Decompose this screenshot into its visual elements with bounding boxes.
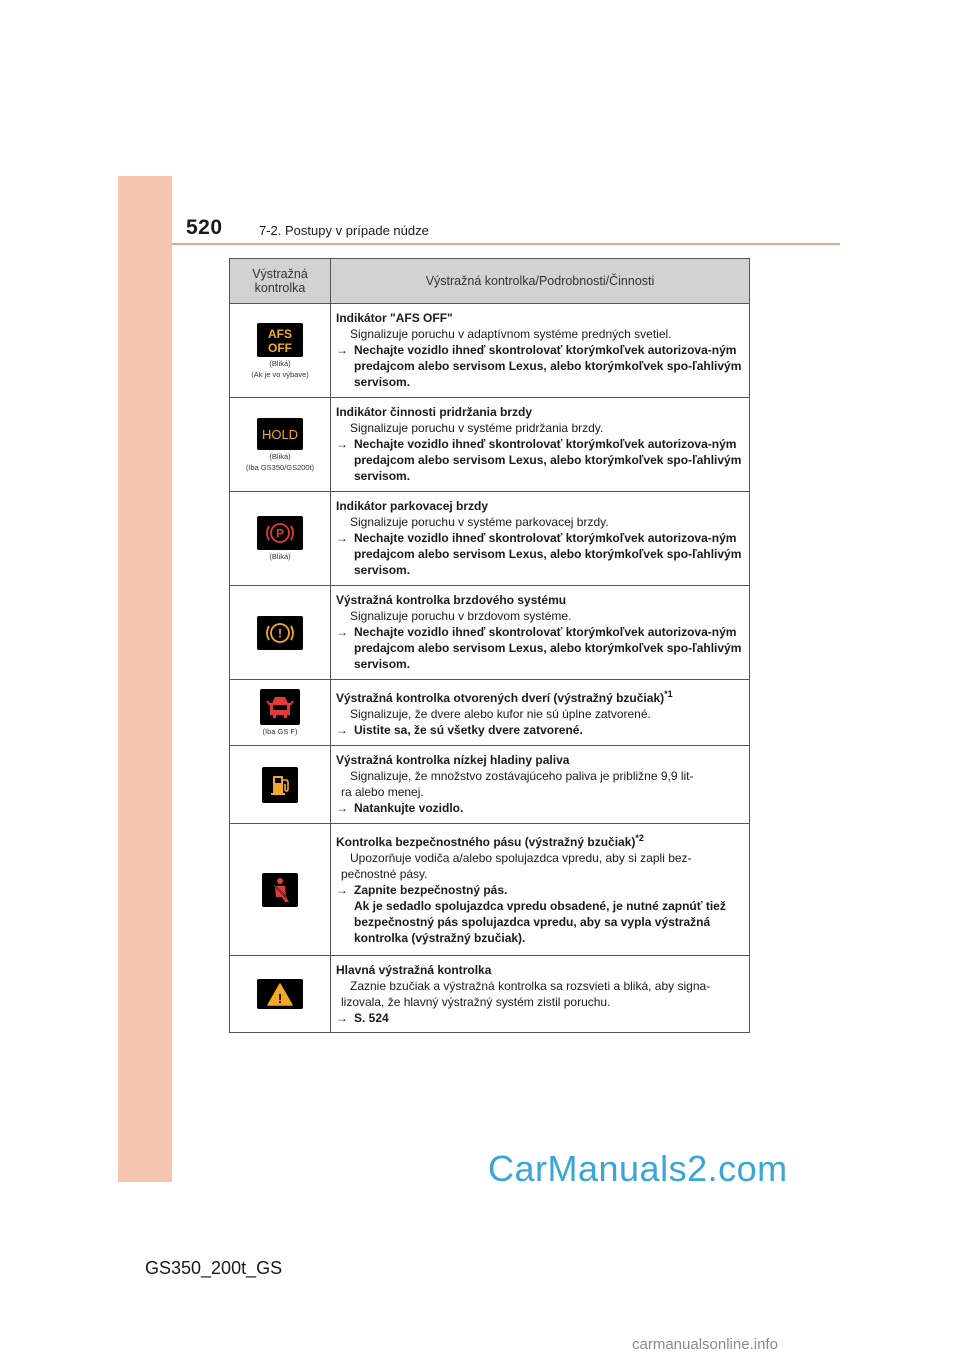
- row-action: → Zapnite bezpečnostný pás.: [336, 883, 508, 897]
- table-header-row: [230, 259, 750, 304]
- row-action: → Uistite sa, že sú všetky dvere zatvorené.: [336, 723, 583, 737]
- arrow-icon: →: [336, 343, 348, 357]
- row-title: Kontrolka bezpečnostného pásu (výstražný bzučiak)$^{*2}$: [336, 833, 644, 849]
- row-action: → Nechajte vozidlo ihneď skontrolovať ktorýmkoľvek autorizova-ným predajcom alebo servisom Lexus, alebo ktorýmkoľvek spo-ľahlivým servisom.: [336, 437, 742, 483]
- icon-caption: (Bliká): [269, 552, 291, 561]
- text-cell: [331, 304, 750, 398]
- fuel-pump-icon: [262, 767, 298, 803]
- table-row: [230, 304, 750, 398]
- row-action: → Nechajte vozidlo ihneď skontrolovať ktorýmkoľvek autorizova-ným predajcom alebo servisom Lexus, alebo ktorýmkoľvek spo-ľahlivým servisom.: [336, 625, 742, 671]
- icon-cell: [230, 492, 331, 586]
- row-action: → Natankujte vozidlo.: [336, 801, 464, 815]
- side-bar: [118, 176, 172, 1182]
- icon-caption: (Bliká): [269, 358, 291, 368]
- icon-caption: (Iba GS F): [262, 727, 298, 736]
- row-title: Hlavná výstražná kontrolka: [336, 963, 492, 977]
- arrow-icon: →: [336, 437, 348, 451]
- master-warning-icon: [257, 979, 303, 1009]
- text-cell: [331, 956, 750, 1033]
- table-row: [230, 680, 750, 746]
- svg-text:HOLD: HOLD: [261, 426, 299, 442]
- col-header-details: Výstražná kontrolka/Podrobnosti/Činnosti: [331, 259, 750, 304]
- svg-text:!: !: [277, 991, 283, 1006]
- svg-text:!: !: [278, 626, 282, 640]
- row-title: Výstražná kontrolka otvorených dverí (výstražný bzučiak)$^{*1}$: [336, 689, 673, 705]
- arrow-icon: →: [336, 1011, 348, 1025]
- row-description-cont: pečnostné pásy.: [341, 867, 428, 881]
- icon-cell: [230, 304, 331, 398]
- warning-table: [229, 258, 750, 1033]
- section-title: 7-2. Postupy v prípade núdze: [259, 223, 429, 238]
- icon-cell: [230, 956, 331, 1033]
- icon-cell: [230, 398, 331, 492]
- hold-icon: [257, 418, 303, 450]
- icon-cell: [230, 680, 331, 746]
- text-cell: [331, 824, 750, 956]
- arrow-icon: →: [336, 883, 348, 897]
- row-title: Výstražná kontrolka nízkej hladiny paliva: [336, 753, 570, 767]
- row-description: Signalizuje poruchu v systéme pridržania brzdy.: [350, 421, 604, 435]
- page-reference-link[interactable]: S. 524: [354, 1011, 389, 1025]
- arrow-icon: →: [336, 723, 348, 737]
- table-row: [230, 492, 750, 586]
- text-cell: [331, 746, 750, 824]
- row-title: Indikátor činnosti pridržania brzdy: [336, 405, 533, 419]
- svg-text:OFF: OFF: [268, 340, 292, 355]
- footer-model: GS350_200t_GS: [145, 1258, 283, 1278]
- arrow-icon: →: [336, 531, 348, 545]
- row-description: Signalizuje poruchu v brzdovom systéme.: [350, 609, 572, 623]
- header-rule: [172, 243, 840, 245]
- afs-off-icon: [257, 323, 303, 357]
- row-action: → Nechajte vozidlo ihneď skontrolovať ktorýmkoľvek autorizova-ným predajcom alebo servisom Lexus, alebo ktorýmkoľvek spo-ľahlivým servisom.: [336, 531, 742, 577]
- brake-system-warning-icon: [257, 616, 303, 650]
- row-title: Indikátor parkovacej brzdy: [336, 499, 489, 513]
- table-row: [230, 746, 750, 824]
- row-action-detail: Ak je sedadlo spolujazdca vpredu obsadené, je nutné zapnúť tiež bezpečnostný pás spolujazdca vpredu, aby sa vypla výstražná kontrolka (výstražný bzučiak).: [354, 899, 726, 945]
- text-cell: [331, 492, 750, 586]
- row-description: Upozorňuje vodiča a/alebo spolujazdca vpredu, aby si zapli bez-: [350, 851, 692, 865]
- table-row: [230, 824, 750, 956]
- row-description: Signalizuje, že dvere alebo kufor nie sú úplne zatvorené.: [350, 707, 651, 721]
- text-cell: [331, 586, 750, 680]
- table-row: [230, 398, 750, 492]
- row-description: Signalizuje, že množstvo zostávajúceho paliva je približne 9,9 lit-: [350, 769, 694, 783]
- svg-text:P: P: [275, 526, 285, 541]
- row-description: Zaznie bzučiak a výstražná kontrolka sa rozsvieti a bliká, aby signa-: [350, 979, 711, 993]
- icon-caption: (Ak je vo výbave): [251, 369, 309, 379]
- icon-caption: (Iba GS350/GS200t): [245, 462, 315, 472]
- text-cell: [331, 398, 750, 492]
- watermark-carmanuals2: CarManuals2.com: [488, 1148, 788, 1189]
- table-row: [230, 586, 750, 680]
- seatbelt-icon: [262, 873, 298, 907]
- arrow-icon: →: [336, 625, 348, 639]
- row-description-cont: lizovala, že hlavný výstražný systém zistil poruchu.: [341, 995, 611, 1009]
- icon-cell: [230, 586, 331, 680]
- svg-text:AFS: AFS: [268, 326, 292, 341]
- row-description: Signalizuje poruchu v adaptívnom systéme predných svetiel.: [350, 327, 672, 341]
- icon-caption: (Bliká): [269, 451, 291, 461]
- page-number: 520: [186, 216, 223, 239]
- row-title: Výstražná kontrolka brzdového systému: [336, 593, 567, 607]
- row-action: [336, 1010, 743, 1026]
- row-description-cont: ra alebo menej.: [341, 785, 424, 799]
- parking-brake-icon: [257, 516, 303, 550]
- icon-cell: [230, 824, 331, 956]
- door-open-icon: [260, 689, 300, 725]
- table-row: [230, 956, 750, 1033]
- icon-cell: [230, 746, 331, 824]
- row-title: Indikátor "AFS OFF": [336, 311, 453, 325]
- text-cell: [331, 680, 750, 746]
- col-header-light: Výstražná kontrolka: [230, 259, 331, 304]
- watermark-carmanualsonline: carmanualsonline.info: [632, 1336, 778, 1353]
- arrow-icon: →: [336, 801, 348, 815]
- row-description: Signalizuje poruchu v systéme parkovacej brzdy.: [350, 515, 609, 529]
- row-action: → Nechajte vozidlo ihneď skontrolovať ktorýmkoľvek autorizova-ným predajcom alebo servisom Lexus, alebo ktorýmkoľvek spo-ľahlivým servisom.: [336, 343, 742, 389]
